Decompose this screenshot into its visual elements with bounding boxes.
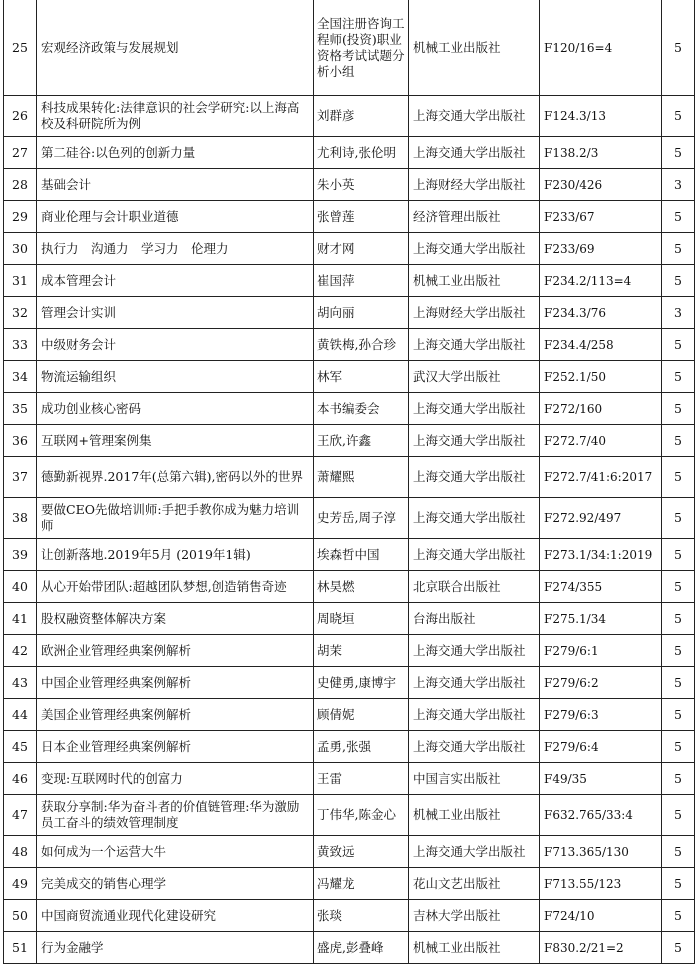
book-call-number: F713.365/130 — [540, 836, 662, 868]
row-number: 30 — [4, 233, 37, 265]
table-row — [4, 329, 695, 361]
book-quantity: 5 — [662, 233, 695, 265]
book-call-number: F713.55/123 — [540, 868, 662, 900]
row-number: 45 — [4, 731, 37, 763]
table-row — [4, 297, 695, 329]
book-title: 中国商贸流通业现代化建设研究 — [37, 900, 314, 932]
book-title: 从心开始带团队:超越团队梦想,创造销售奇迹 — [37, 571, 314, 603]
row-number: 41 — [4, 603, 37, 635]
book-call-number: F272.7/40 — [540, 425, 662, 457]
row-number: 28 — [4, 169, 37, 201]
book-publisher: 北京联合出版社 — [409, 571, 540, 603]
book-author: 胡茉 — [314, 635, 409, 667]
book-call-number: F234.4/258 — [540, 329, 662, 361]
book-author: 张琰 — [314, 900, 409, 932]
table-row — [4, 201, 695, 233]
row-number: 37 — [4, 457, 37, 498]
book-author: 黄铁梅,孙合珍 — [314, 329, 409, 361]
book-title: 变现:互联网时代的创富力 — [37, 763, 314, 795]
table-row — [4, 393, 695, 425]
book-publisher: 上海财经大学出版社 — [409, 297, 540, 329]
book-call-number: F124.3/13 — [540, 96, 662, 137]
row-number: 43 — [4, 667, 37, 699]
row-number: 29 — [4, 201, 37, 233]
table-row — [4, 539, 695, 571]
book-call-number: F234.2/113=4 — [540, 265, 662, 297]
book-call-number: F279/6:1 — [540, 635, 662, 667]
book-title: 如何成为一个运营大牛 — [37, 836, 314, 868]
book-quantity: 3 — [662, 169, 695, 201]
table-row — [4, 361, 695, 393]
book-quantity: 5 — [662, 795, 695, 836]
book-list-body — [4, 0, 695, 964]
book-call-number: F49/35 — [540, 763, 662, 795]
book-call-number: F724/10 — [540, 900, 662, 932]
book-title: 获取分享制:华为奋斗者的价值链管理:华为激励员工奋斗的绩效管理制度 — [37, 795, 314, 836]
book-author: 林军 — [314, 361, 409, 393]
row-number: 32 — [4, 297, 37, 329]
book-title: 股权融资整体解决方案 — [37, 603, 314, 635]
row-number: 26 — [4, 96, 37, 137]
book-quantity: 5 — [662, 667, 695, 699]
table-row — [4, 836, 695, 868]
book-publisher: 上海交通大学出版社 — [409, 393, 540, 425]
book-author: 刘群彦 — [314, 96, 409, 137]
book-title: 物流运输组织 — [37, 361, 314, 393]
book-title: 第二硅谷:以色列的创新力量 — [37, 137, 314, 169]
book-publisher: 上海交通大学出版社 — [409, 635, 540, 667]
book-call-number: F272/160 — [540, 393, 662, 425]
book-publisher: 经济管理出版社 — [409, 201, 540, 233]
book-quantity: 5 — [662, 201, 695, 233]
table-row — [4, 763, 695, 795]
book-title: 基础会计 — [37, 169, 314, 201]
table-row — [4, 0, 695, 96]
book-author: 顾倩妮 — [314, 699, 409, 731]
table-row — [4, 795, 695, 836]
row-number: 47 — [4, 795, 37, 836]
book-title: 商业伦理与会计职业道德 — [37, 201, 314, 233]
table-row — [4, 425, 695, 457]
book-publisher: 上海交通大学出版社 — [409, 667, 540, 699]
book-call-number: F279/6:2 — [540, 667, 662, 699]
table-row — [4, 233, 695, 265]
book-publisher: 机械工业出版社 — [409, 932, 540, 964]
row-number: 27 — [4, 137, 37, 169]
row-number: 25 — [4, 0, 37, 96]
row-number: 48 — [4, 836, 37, 868]
table-row — [4, 699, 695, 731]
book-title: 完美成交的销售心理学 — [37, 868, 314, 900]
book-quantity: 5 — [662, 900, 695, 932]
row-number: 33 — [4, 329, 37, 361]
book-call-number: F272.92/497 — [540, 498, 662, 539]
book-list-sheet — [3, 0, 695, 955]
row-number: 31 — [4, 265, 37, 297]
book-quantity: 5 — [662, 265, 695, 297]
book-call-number: F279/6:4 — [540, 731, 662, 763]
book-author: 黄致远 — [314, 836, 409, 868]
book-author: 史健勇,康博宇 — [314, 667, 409, 699]
book-title: 要做CEO先做培训师:手把手教你成为魅力培训师 — [37, 498, 314, 539]
book-publisher: 上海交通大学出版社 — [409, 498, 540, 539]
book-call-number: F274/355 — [540, 571, 662, 603]
book-author: 本书编委会 — [314, 393, 409, 425]
book-call-number: F120/16=4 — [540, 0, 662, 96]
book-publisher: 上海交通大学出版社 — [409, 233, 540, 265]
row-number: 36 — [4, 425, 37, 457]
book-quantity: 5 — [662, 571, 695, 603]
row-number: 38 — [4, 498, 37, 539]
book-quantity: 5 — [662, 329, 695, 361]
book-quantity: 5 — [662, 539, 695, 571]
book-author: 盛虎,彭叠峰 — [314, 932, 409, 964]
book-quantity: 5 — [662, 868, 695, 900]
book-publisher: 武汉大学出版社 — [409, 361, 540, 393]
book-quantity: 5 — [662, 731, 695, 763]
book-publisher: 上海交通大学出版社 — [409, 836, 540, 868]
book-title: 中级财务会计 — [37, 329, 314, 361]
table-row — [4, 932, 695, 964]
book-call-number: F234.3/76 — [540, 297, 662, 329]
book-title: 日本企业管理经典案例解析 — [37, 731, 314, 763]
book-list-table — [3, 0, 695, 964]
book-call-number: F632.765/33:4 — [540, 795, 662, 836]
row-number: 51 — [4, 932, 37, 964]
book-publisher: 吉林大学出版社 — [409, 900, 540, 932]
book-call-number: F138.2/3 — [540, 137, 662, 169]
book-quantity: 5 — [662, 0, 695, 96]
row-number: 39 — [4, 539, 37, 571]
row-number: 49 — [4, 868, 37, 900]
book-publisher: 上海交通大学出版社 — [409, 539, 540, 571]
book-publisher: 上海财经大学出版社 — [409, 169, 540, 201]
book-author: 张曾莲 — [314, 201, 409, 233]
book-quantity: 5 — [662, 361, 695, 393]
book-author: 冯耀龙 — [314, 868, 409, 900]
book-title: 科技成果转化:法律意识的社会学研究:以上海高校及科研院所为例 — [37, 96, 314, 137]
book-author: 全国注册咨询工程师(投资)职业资格考试试题分析小组 — [314, 0, 409, 96]
book-quantity: 5 — [662, 763, 695, 795]
book-publisher: 上海交通大学出版社 — [409, 137, 540, 169]
book-publisher: 台海出版社 — [409, 603, 540, 635]
table-row — [4, 868, 695, 900]
book-call-number: F275.1/34 — [540, 603, 662, 635]
book-quantity: 5 — [662, 96, 695, 137]
book-publisher: 机械工业出版社 — [409, 0, 540, 96]
book-author: 孟勇,张强 — [314, 731, 409, 763]
book-publisher: 上海交通大学出版社 — [409, 96, 540, 137]
book-author: 萧耀熙 — [314, 457, 409, 498]
table-row — [4, 667, 695, 699]
book-title: 成本管理会计 — [37, 265, 314, 297]
book-author: 尤利诗,张伦明 — [314, 137, 409, 169]
book-author: 周晓垣 — [314, 603, 409, 635]
book-quantity: 5 — [662, 635, 695, 667]
book-quantity: 5 — [662, 457, 695, 498]
book-call-number: F233/69 — [540, 233, 662, 265]
book-quantity: 5 — [662, 699, 695, 731]
book-quantity: 5 — [662, 836, 695, 868]
table-row — [4, 96, 695, 137]
book-title: 美国企业管理经典案例解析 — [37, 699, 314, 731]
table-row — [4, 731, 695, 763]
book-quantity: 5 — [662, 603, 695, 635]
book-call-number: F272.7/41:6:2017 — [540, 457, 662, 498]
book-author: 胡向丽 — [314, 297, 409, 329]
book-call-number: F830.2/21=2 — [540, 932, 662, 964]
row-number: 34 — [4, 361, 37, 393]
table-row — [4, 498, 695, 539]
row-number: 46 — [4, 763, 37, 795]
book-author: 王雷 — [314, 763, 409, 795]
table-row — [4, 169, 695, 201]
book-title: 成功创业核心密码 — [37, 393, 314, 425]
table-row — [4, 900, 695, 932]
table-row — [4, 265, 695, 297]
row-number: 42 — [4, 635, 37, 667]
book-author: 朱小英 — [314, 169, 409, 201]
book-title: 中国企业管理经典案例解析 — [37, 667, 314, 699]
book-publisher: 机械工业出版社 — [409, 795, 540, 836]
book-author: 王欣,许鑫 — [314, 425, 409, 457]
book-title: 德勤新视界.2017年(总第六辑),密码以外的世界 — [37, 457, 314, 498]
book-title: 执行力 沟通力 学习力 伦理力 — [37, 233, 314, 265]
book-author: 史芳岳,周子淳 — [314, 498, 409, 539]
book-call-number: F230/426 — [540, 169, 662, 201]
book-quantity: 3 — [662, 297, 695, 329]
book-author: 林昊燃 — [314, 571, 409, 603]
book-title: 欧洲企业管理经典案例解析 — [37, 635, 314, 667]
row-number: 40 — [4, 571, 37, 603]
book-quantity: 5 — [662, 425, 695, 457]
book-publisher: 机械工业出版社 — [409, 265, 540, 297]
row-number: 44 — [4, 699, 37, 731]
book-publisher: 上海交通大学出版社 — [409, 731, 540, 763]
book-publisher: 上海交通大学出版社 — [409, 699, 540, 731]
book-title: 管理会计实训 — [37, 297, 314, 329]
book-call-number: F233/67 — [540, 201, 662, 233]
row-number: 35 — [4, 393, 37, 425]
book-quantity: 5 — [662, 137, 695, 169]
book-quantity: 5 — [662, 932, 695, 964]
book-author: 埃森哲中国 — [314, 539, 409, 571]
book-quantity: 5 — [662, 498, 695, 539]
table-row — [4, 571, 695, 603]
book-author: 丁伟华,陈金心 — [314, 795, 409, 836]
book-author: 财才网 — [314, 233, 409, 265]
row-number: 50 — [4, 900, 37, 932]
table-row — [4, 137, 695, 169]
book-publisher: 上海交通大学出版社 — [409, 457, 540, 498]
book-title: 行为金融学 — [37, 932, 314, 964]
book-title: 宏观经济政策与发展规划 — [37, 0, 314, 96]
table-row — [4, 603, 695, 635]
book-title: 让创新落地.2019年5月 (2019年1辑) — [37, 539, 314, 571]
book-publisher: 花山文艺出版社 — [409, 868, 540, 900]
table-row — [4, 635, 695, 667]
book-call-number: F252.1/50 — [540, 361, 662, 393]
table-row — [4, 457, 695, 498]
book-title: 互联网+管理案例集 — [37, 425, 314, 457]
book-quantity: 5 — [662, 393, 695, 425]
book-call-number: F273.1/34:1:2019 — [540, 539, 662, 571]
book-publisher: 中国言实出版社 — [409, 763, 540, 795]
book-publisher: 上海交通大学出版社 — [409, 329, 540, 361]
book-author: 崔国萍 — [314, 265, 409, 297]
book-call-number: F279/6:3 — [540, 699, 662, 731]
book-publisher: 上海交通大学出版社 — [409, 425, 540, 457]
